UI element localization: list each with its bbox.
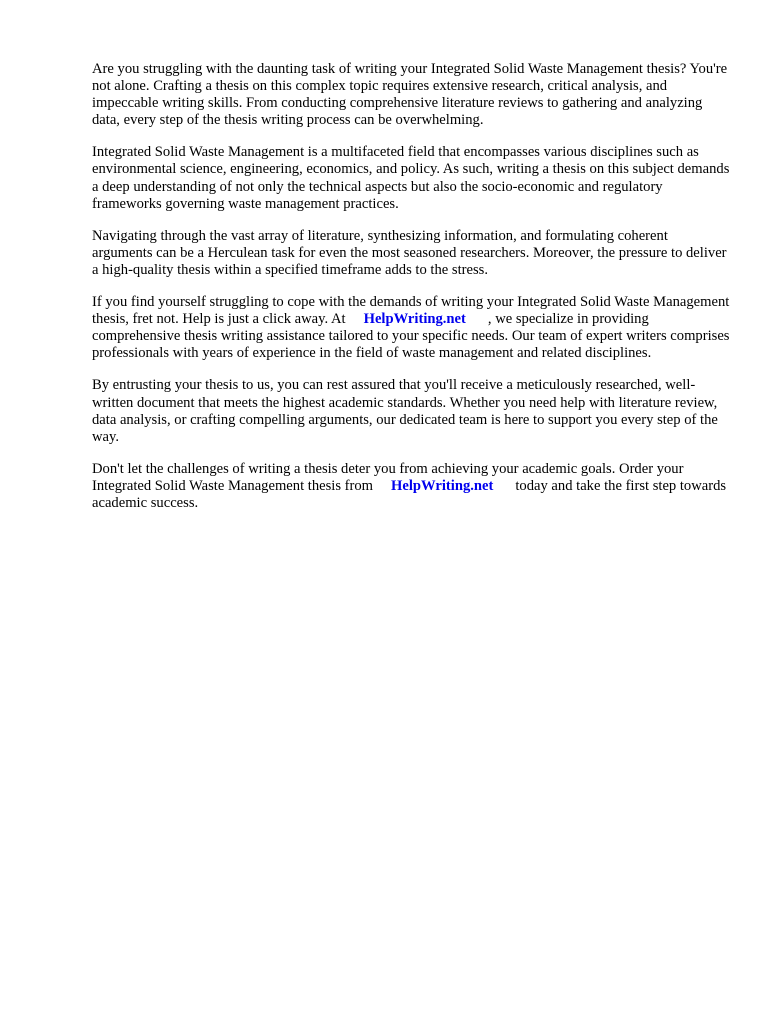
helpwriting-link[interactable]: HelpWriting.net [391,477,494,494]
paragraph-intro: Are you struggling with the daunting task of writing your Integrated Solid Waste Management thesis? You're not alone. Crafting a thesis on this complex topic requires extensive research, critical analysis, and impeccable writing skills. From conducting comprehensive literature reviews to gathering and analyzing data, every step of the thesis writing process can be overwhelming. [92,61,728,129]
paragraph-field-overview: Integrated Solid Waste Management is a multifaceted field that encompasses various disciplines such as environmental science, engineering, economics, and policy. As such, writing a thesis on this subject demands a deep understanding of not only the technical aspects but also the socio-economic and regulatory frameworks governing waste management practices. [92,144,730,212]
document-body [92,61,732,527]
paragraph-text-before-link: If you find yourself struggling to cope with the demands of writing your Integrated Solid Waste Management thesis, fret not. Help is just a click away. At [92,294,730,328]
paragraph-assurance: By entrusting your thesis to us, you can rest assured that you'll receive a meticulously researched, well-written document that meets the highest academic standards. Whether you need help with literature review, data analysis, or crafting compelling arguments, our dedicated team is here to support you every step of the way. [92,377,718,445]
paragraph-text-after-link: today and take the first step towards academic success. [92,477,727,511]
paragraph-text-after-link: , we specialize in providing comprehensive thesis writing assistance tailored to your specific needs. Our team of expert writers comprises professionals with years of experience in the field of waste management and related disciplines. [92,311,730,362]
paragraph-call-to-action [92,461,732,512]
paragraph-challenges: Navigating through the vast array of literature, synthesizing information, and formulating coherent arguments can be a Herculean task for even the most seasoned researchers. Moreover, the pressure to deliver a high-quality thesis within a specified timeframe adds to the stress. [92,227,727,278]
paragraph-text-before-link: Don't let the challenges of writing a thesis deter you from achieving your academic goals. Order your Integrated Solid Waste Management thesis from [92,460,684,494]
helpwriting-link[interactable]: HelpWriting.net [363,311,466,328]
paragraph-service-offer [92,294,732,362]
